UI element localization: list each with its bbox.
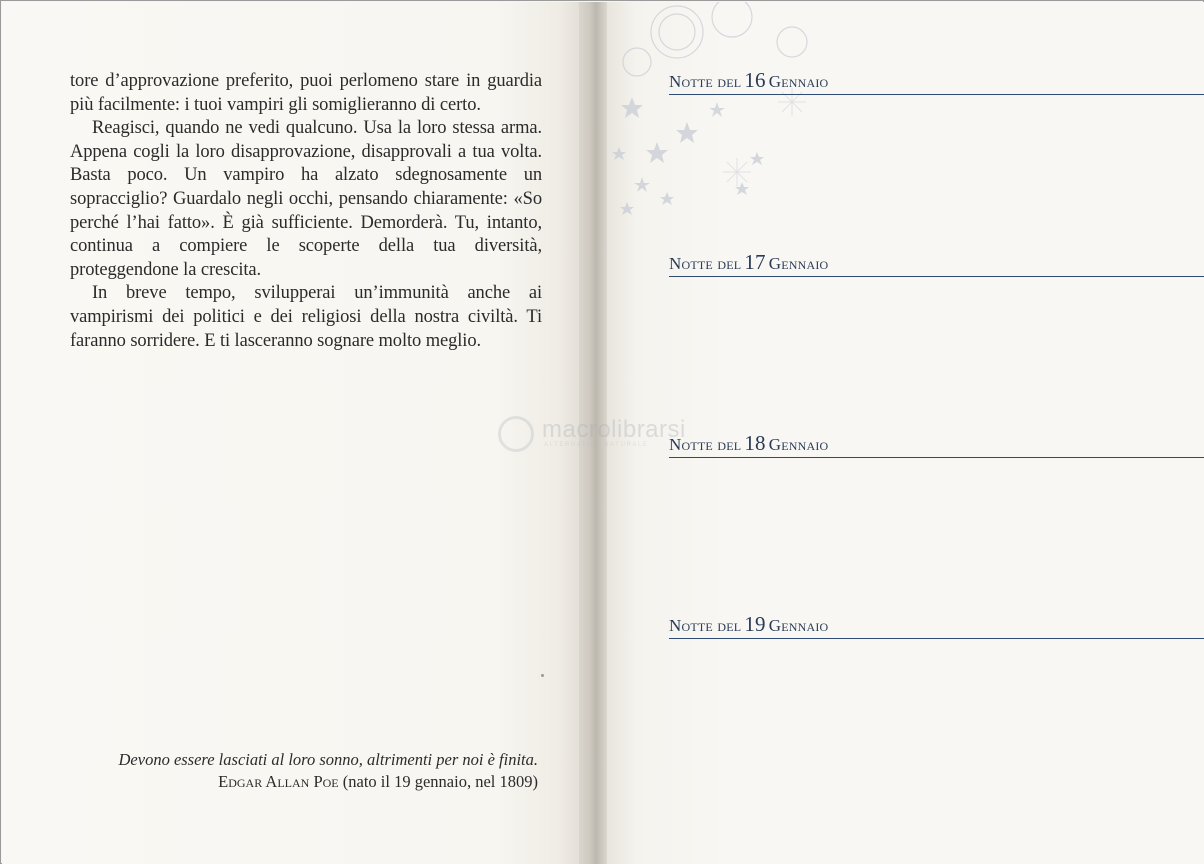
quote-text: Devono essere lasciati al loro sonno, altrimenti per noi è finita. — [118, 750, 538, 769]
quote-author: Edgar Allan Poe — [218, 772, 339, 791]
night-label: Notte del 16 Gennaio — [669, 68, 829, 92]
night-entry-19 — [669, 609, 1204, 639]
night-day: 19 — [744, 612, 766, 636]
watermark — [498, 414, 708, 454]
epigraph-quote — [61, 749, 538, 793]
night-day: 18 — [744, 431, 766, 455]
writing-line — [669, 276, 1204, 277]
writing-line — [669, 457, 1204, 458]
night-label: Notte del 17 Gennaio — [669, 250, 829, 274]
paragraph: In breve tempo, svilupperai un’immunità anche ai vampirismi dei politici e dei religiosi della nostra civiltà. Ti faranno sorridere. E ti lasceranno sognare molto meglio. — [70, 283, 542, 351]
writing-line — [669, 638, 1204, 639]
night-day: 17 — [744, 250, 766, 274]
night-entry-16 — [669, 65, 1204, 95]
ink-speck — [541, 674, 544, 677]
body-text — [70, 70, 542, 353]
paragraph: tore d’approvazione preferito, puoi perlomeno stare in guardia più facilmente: i tuoi vampiri gli somiglieranno di certo. — [70, 71, 542, 115]
writing-line — [669, 94, 1204, 95]
watermark-tagline: ALTERNATIVA NATURALE — [544, 442, 649, 448]
night-entry-18 — [669, 428, 1204, 458]
paragraph: Reagisci, quando ne vedi qualcuno. Usa la loro stessa arma. Appena cogli la loro disapprovazione, disapprovali a tua volta. Basta poco. Un vampiro ha alzato sdegnosamente un sopracciglio? Guardalo negli occhi, pensando chiaramente: «So perché l’hai fatto». È già sufficiente. Demorderà. Tu, intanto, continua a compiere le scoperte della tua diversità, proteggendone la crescita. — [70, 118, 542, 280]
watermark-name: macrolibrarsi — [542, 416, 686, 443]
night-label: Notte del 18 Gennaio — [669, 431, 829, 455]
watermark-logo-icon — [498, 416, 534, 452]
night-label: Notte del 19 Gennaio — [669, 612, 829, 636]
quote-note: (nato il 19 gennaio, nel 1809) — [342, 772, 538, 791]
night-entry-17 — [669, 247, 1204, 277]
night-day: 16 — [744, 68, 766, 92]
stars-decoration-icon — [607, 2, 827, 232]
